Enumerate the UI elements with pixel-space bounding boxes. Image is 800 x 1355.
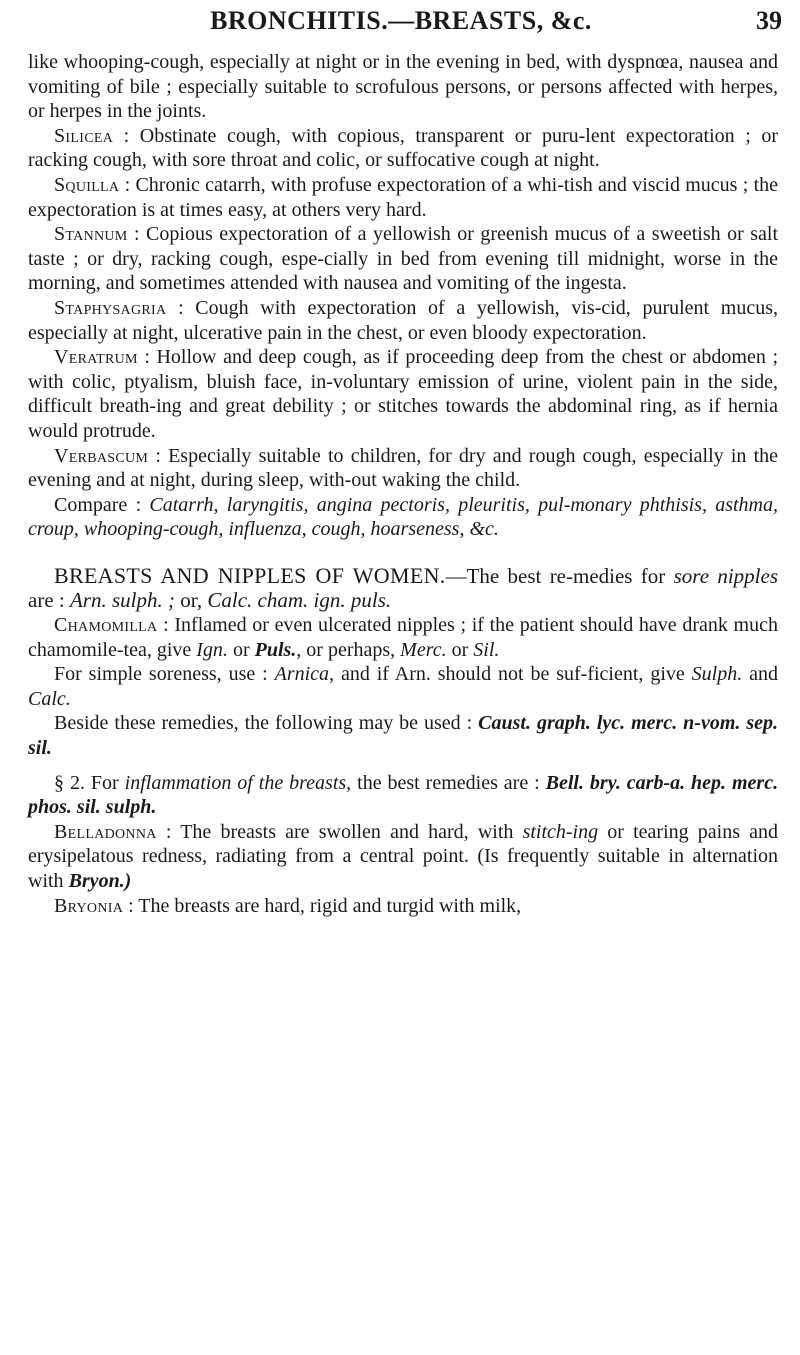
- remedy-text: : Chronic catarrh, with profuse expectoration of a whi-tish and viscid mucus ; the expectoration is at times easy, at others very hard.: [28, 173, 779, 221]
- simple-soreness: [28, 662, 778, 711]
- ref-puls: Puls.: [254, 638, 297, 661]
- simple-lead: For simple soreness, use :: [54, 663, 268, 686]
- section-topic: inflammation of the breasts,: [124, 771, 352, 794]
- remedy-text-2: or tearing pains and erysipelatous redness, radiating from a central point. (Is frequently suitable in alternation with: [28, 820, 779, 892]
- section-heading-breasts: [28, 564, 778, 613]
- ref-arnica: Arnica,: [274, 663, 335, 686]
- entry-silicea: [28, 124, 778, 173]
- remedy-name: Veratrum: [54, 346, 138, 369]
- remedy-text: : Cough with expectoration of a yellowish, vis-cid, purulent mucus, especially at night, ulcerative pain in the chest, or even bloody expectoration.: [28, 296, 778, 344]
- remedy-name: Chamomilla: [54, 614, 158, 637]
- body-text: [28, 50, 778, 918]
- running-title: BRONCHITIS.—BREASTS, &c.: [210, 6, 592, 35]
- entry-bryonia: [28, 894, 778, 919]
- remedy-text: : Copious expectoration of a yellowish or greenish mucus of a sweetish or salt taste ; or dry, racking cough, espe-cially in bed from evening till midnight, worse in the morning, and sometimes attended with nausea and vomiting of the ingesta.: [28, 223, 779, 295]
- beside-lead: Beside these remedies, the following may be used :: [54, 712, 473, 735]
- entry-belladonna: [28, 820, 778, 894]
- or-word: or: [232, 638, 250, 661]
- compare-line: [28, 493, 778, 542]
- for-word: For: [90, 771, 119, 794]
- ref-merc: Merc.: [400, 638, 447, 661]
- remedy-name: Verbascum: [54, 444, 149, 467]
- compare-list: Catarrh, laryngitis, angina pectoris, pleuritis, pul-monary phthisis, asthma, croup, whooping-cough, influenza, cough, hoarseness, &c.: [28, 493, 779, 541]
- are-word: are :: [28, 588, 65, 613]
- section-2: [28, 771, 778, 820]
- or-word: , or perhaps,: [296, 638, 396, 661]
- section-number: § 2.: [54, 771, 85, 794]
- stitching-word: stitch-ing: [522, 820, 599, 843]
- beside-remedies: [28, 711, 778, 760]
- compare-label: Compare :: [54, 493, 142, 516]
- or-word: or: [451, 638, 469, 661]
- ref-ign: Ign.: [196, 638, 228, 661]
- remedy-name: Squilla: [54, 173, 120, 196]
- remedy-text: : Hollow and deep cough, as if proceeding deep from the chest or abdomen ; with colic, ptyalism, bluish face, in-voluntary emission of urine, violent pain in the side, difficult breath-ing and great debility ; or stitches towards the abdominal ring, as if hernia would protrude.: [28, 346, 778, 442]
- entry-verbascum: [28, 444, 778, 493]
- entry-veratrum: [28, 345, 778, 443]
- beside-list: Caust. graph. lyc. merc. n-vom. sep. sil.: [28, 712, 779, 760]
- remedy-text: : Inflamed or even ulcerated nipples ; if the patient should have drank much chamomile-tea, give: [28, 614, 778, 661]
- remedy-name: Belladonna: [54, 820, 157, 843]
- remedy-name: Bryonia: [54, 894, 124, 917]
- remedy-name: Staphysagria: [54, 296, 167, 319]
- paragraph-continuation: like whooping-cough, especially at night or in the evening in bed, with dyspnœa, nausea and vomiting of bile ; especially suitable to scrofulous persons, or persons affected with herpes, or herpes in the joints.: [28, 51, 778, 123]
- entry-staphysagria: [28, 296, 778, 345]
- sore-nipples: sore nipples: [673, 563, 778, 588]
- remedy-text: : The breasts are hard, rigid and turgid with milk,: [128, 894, 522, 917]
- remedies-list-1: Arn. sulph. ;: [69, 588, 175, 613]
- remedy-text: : Especially suitable to children, for dry and rough cough, especially in the evening and at night, during sleep, with-out waking the child.: [28, 444, 779, 492]
- ref-sulph: Sulph.: [691, 663, 743, 686]
- ref-bryon: Bryon.): [68, 870, 132, 892]
- section-lead: —The best re-medies for: [445, 563, 666, 588]
- remedy-name: Silicea: [54, 124, 114, 147]
- entry-stannum: [28, 222, 778, 296]
- or-word: or,: [180, 588, 203, 613]
- section-mid: the best remedies are :: [357, 771, 540, 794]
- section-title: BREASTS AND NIPPLES OF WOMEN.: [54, 562, 446, 588]
- remedy-text: : Obstinate cough, with copious, transparent or puru-lent expectoration ; or racking cough, with sore throat and colic, or suffocative cough at night.: [28, 124, 778, 172]
- ref-sil: Sil.: [473, 638, 500, 661]
- simple-mid: and if Arn. should not be suf-ficient, give: [340, 663, 685, 686]
- entry-chamomilla: [28, 613, 778, 662]
- running-head: [20, 0, 782, 50]
- remedy-name: Stannum: [54, 223, 128, 246]
- ref-calc: Calc.: [28, 687, 71, 710]
- section-list: Bell. bry. carb-a. hep. merc. phos. sil. sulph.: [28, 771, 779, 819]
- entry-squilla: [28, 173, 778, 222]
- page-number: 39: [756, 6, 782, 35]
- remedy-text: : The breasts are swollen and hard, with: [165, 820, 514, 843]
- and-word: and: [749, 663, 779, 686]
- remedies-list-2: Calc. cham. ign. puls.: [207, 588, 392, 613]
